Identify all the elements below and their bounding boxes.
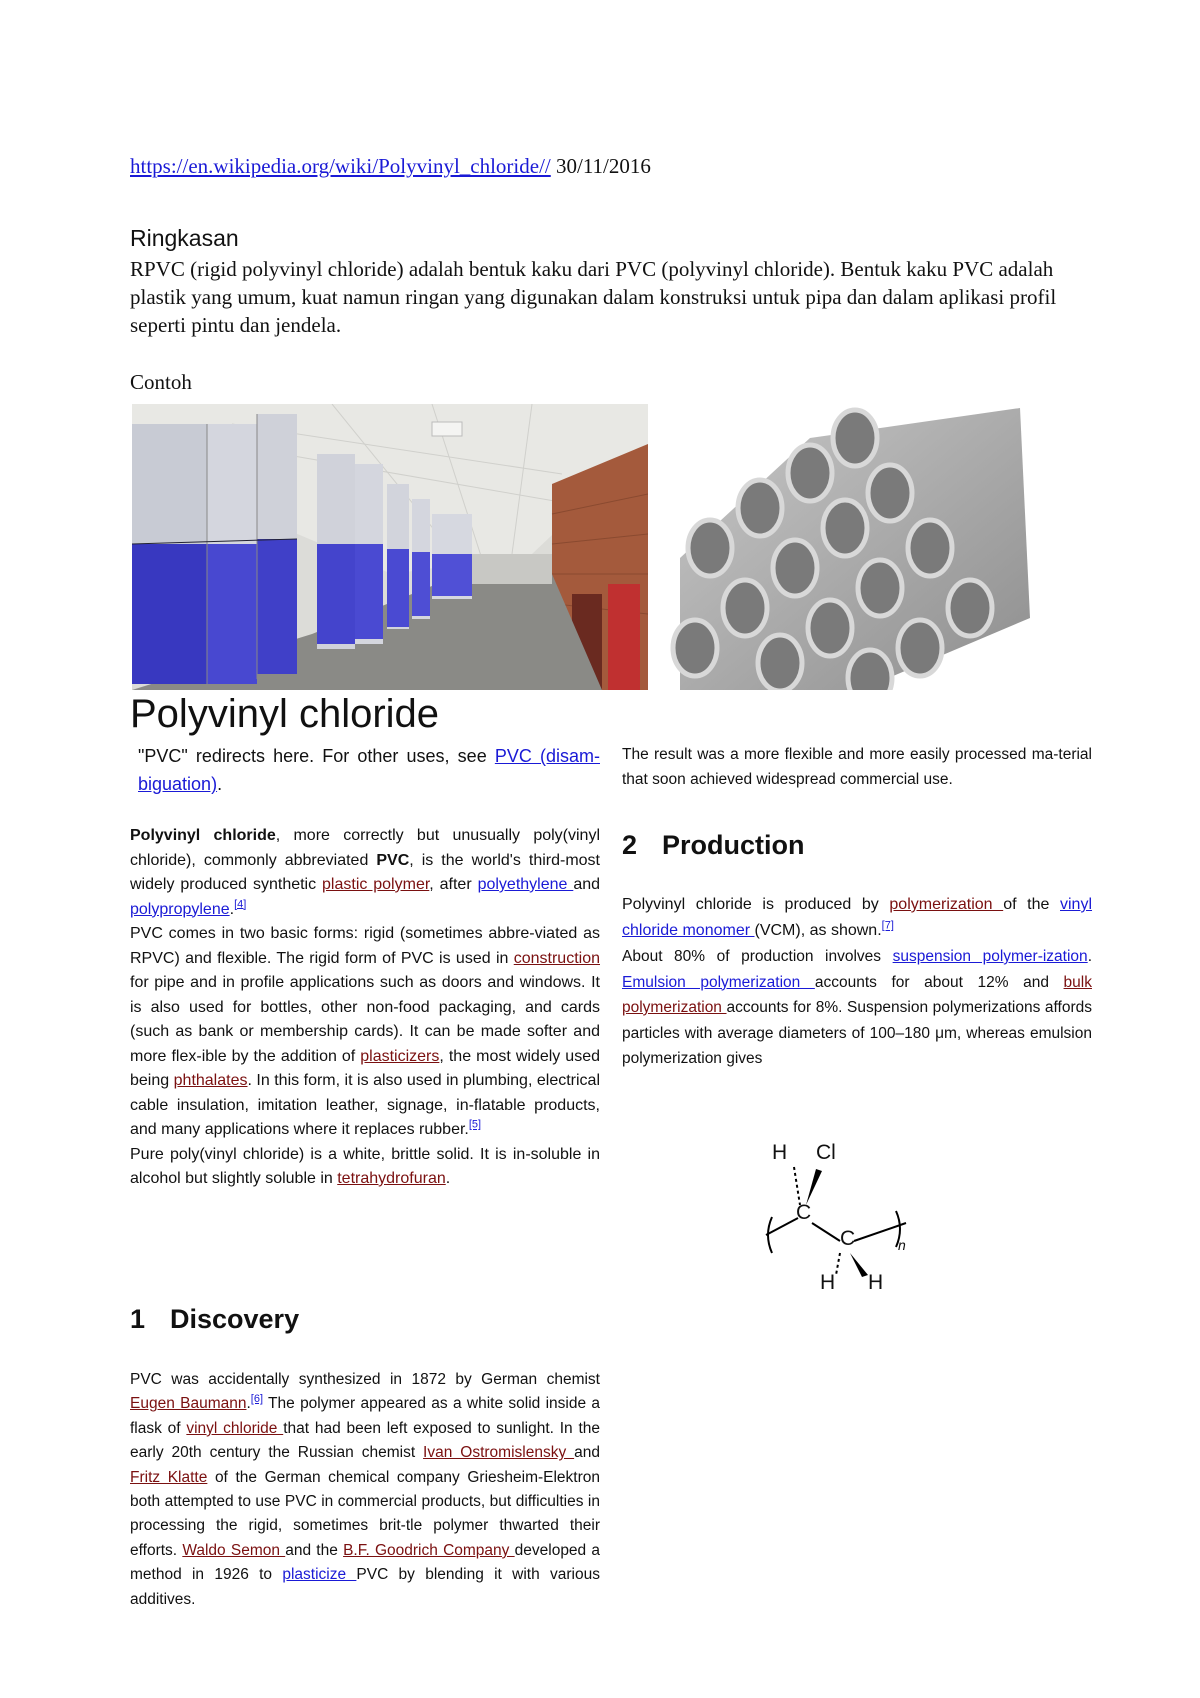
bulk-polymerization-link[interactable]: bulk polymerization [622, 973, 1092, 1016]
struct-h-bottom-left: H [820, 1271, 836, 1294]
pipes-photo [660, 398, 1040, 690]
plasticize-link[interactable]: plasticize [282, 1566, 357, 1584]
discovery-paragraph: PVC was accidentally synthesized in 1872 by German chemist Eugen Baumann.[6] The polymer appeared as a white solid inside a flask of vinyl chloride that had been left exposed to sunlight. In the early 20th century the Russian chemist Ivan Ostromislensky and Fritz Klatte of the German chemical company Griesheim-Elektron both attempted to use PVC in commercial products, but difficulties in processing the rigid, sometimes brit-tle polymer thwarted their efforts. Waldo Semon and the B.F. Goodrich Company developed a method in 1926 to plasticize PVC by blending it with various additives. [130, 1371, 601, 1608]
polypropylene-link[interactable]: polypropylene [130, 900, 230, 918]
vinyl-chloride-link[interactable]: vinyl chloride [186, 1419, 284, 1437]
bf-goodrich-link[interactable]: B.F. Goodrich Company [343, 1541, 515, 1559]
discovery-heading: 1 Discovery [130, 1304, 300, 1334]
forms-paragraph: PVC comes in two basic forms: rigid (sometimes abbre-viated as RPVC) and flexible. The rigid form of PVC is used in construction for pipe and in profile applications such as doors and windows. It is also used for bottles, other non-food packaging, and cards (such as bank or membership cards). It can be made softer and more flex-ible by the addition of plasticizers, the most widely used being phthalates. In this form, it is also used in plumbing, electrical cable insulation, imitation leather, signage, in-flatable products, and many applications where it replaces rubber.[5] [130, 925, 601, 1138]
ref-4-link[interactable]: [4] [234, 898, 247, 911]
production-paragraph: Polyvinyl chloride is produced by polymerization of the vinyl chloride monomer (VCM), as shown.[7] About 80% of production involves suspension polymer-ization. Emulsion polymerization accounts for about 12% and bulk polymerization accounts for 8%. Suspension polymerizations affords particles with average diameters of 100–180 μm, whereas emulsion polymerization gives [622, 896, 1093, 1067]
pvc-structure-diagram [760, 1135, 920, 1295]
struct-cl: Cl [816, 1141, 836, 1164]
suspension-polymerization-link[interactable]: suspension polymer-ization [892, 948, 1088, 965]
waldo-semon-link[interactable]: Waldo Semon [182, 1541, 286, 1559]
struct-h-top: H [772, 1141, 788, 1164]
fritz-klatte-link[interactable]: Fritz Klatte [130, 1468, 208, 1486]
source-url-link[interactable]: https://en.wikipedia.org/wiki/Polyvinyl_chloride// [130, 154, 551, 178]
summary-text: RPVC (rigid polyvinyl chloride) adalah bentuk kaku dari PVC (polyvinyl chloride). Bentuk kaku PVC adalah plastik yang umum, kuat namun ringan yang digunakan dalam konstruksi untuk pipa dan dalam aplikasi profil seperti pintu dan jendela. [130, 257, 1057, 337]
intro-paragraph: Polyvinyl chloride, more correctly but unusually poly(vinyl chloride), commonly abbreviated PVC, is the world's third-most widely produced synthetic plastic polymer, after polyethylene and polypropylene.[4] [130, 827, 601, 918]
pure-paragraph: Pure poly(vinyl chloride) is a white, brittle solid. It is in-soluble in alcohol but slightly soluble in tetrahydrofuran. [130, 1145, 600, 1187]
example-label: Contoh [130, 370, 192, 394]
struct-h-bottom-right: H [868, 1271, 884, 1294]
construction-link[interactable]: construction [513, 949, 600, 967]
struct-n: n [898, 1237, 906, 1253]
ref-7-link[interactable]: [7] [881, 919, 894, 932]
ref-5-link[interactable]: [5] [468, 1118, 482, 1131]
plasticizers-link[interactable]: plasticizers [360, 1047, 440, 1065]
pvc-disambiguation-link[interactable]: PVC (disam-biguation) [138, 746, 600, 794]
right-intro: The result was a more flexible and more easily processed ma-terial that soon achieved widespread commercial use. [622, 746, 1092, 788]
emulsion-polymerization-link[interactable]: Emulsion polymerization [622, 973, 815, 991]
article-title: Polyvinyl chloride [130, 692, 440, 736]
polymerization-link[interactable]: polymerization [889, 896, 1004, 913]
left-column [130, 742, 600, 1192]
struct-c1: C [796, 1201, 812, 1224]
vinyl-chloride-monomer-link[interactable]: vinyl chloride monomer [622, 896, 1093, 939]
tetrahydrofuran-link[interactable]: tetrahydrofuran [337, 1170, 446, 1187]
production-heading: 2 Production [622, 830, 805, 860]
ref-6-link[interactable]: [6] [250, 1393, 264, 1406]
plastic-polymer-link[interactable]: plastic polymer [322, 876, 430, 893]
eugen-baumann-link[interactable]: Eugen Baumann [130, 1395, 247, 1413]
ivan-ostromislensky-link[interactable]: Ivan Ostromislensky [423, 1444, 575, 1462]
source-line [130, 154, 651, 179]
summary-heading: Ringkasan [130, 225, 239, 251]
struct-c2: C [840, 1227, 856, 1250]
phthalates-link[interactable]: phthalates [173, 1072, 248, 1089]
redirect-note: "PVC" redirects here. For other uses, see PVC (disam-biguation). [138, 746, 600, 794]
polyethylene-link[interactable]: polyethylene [477, 876, 574, 893]
source-date: 30/11/2016 [556, 154, 651, 178]
lockers-photo [132, 404, 648, 690]
